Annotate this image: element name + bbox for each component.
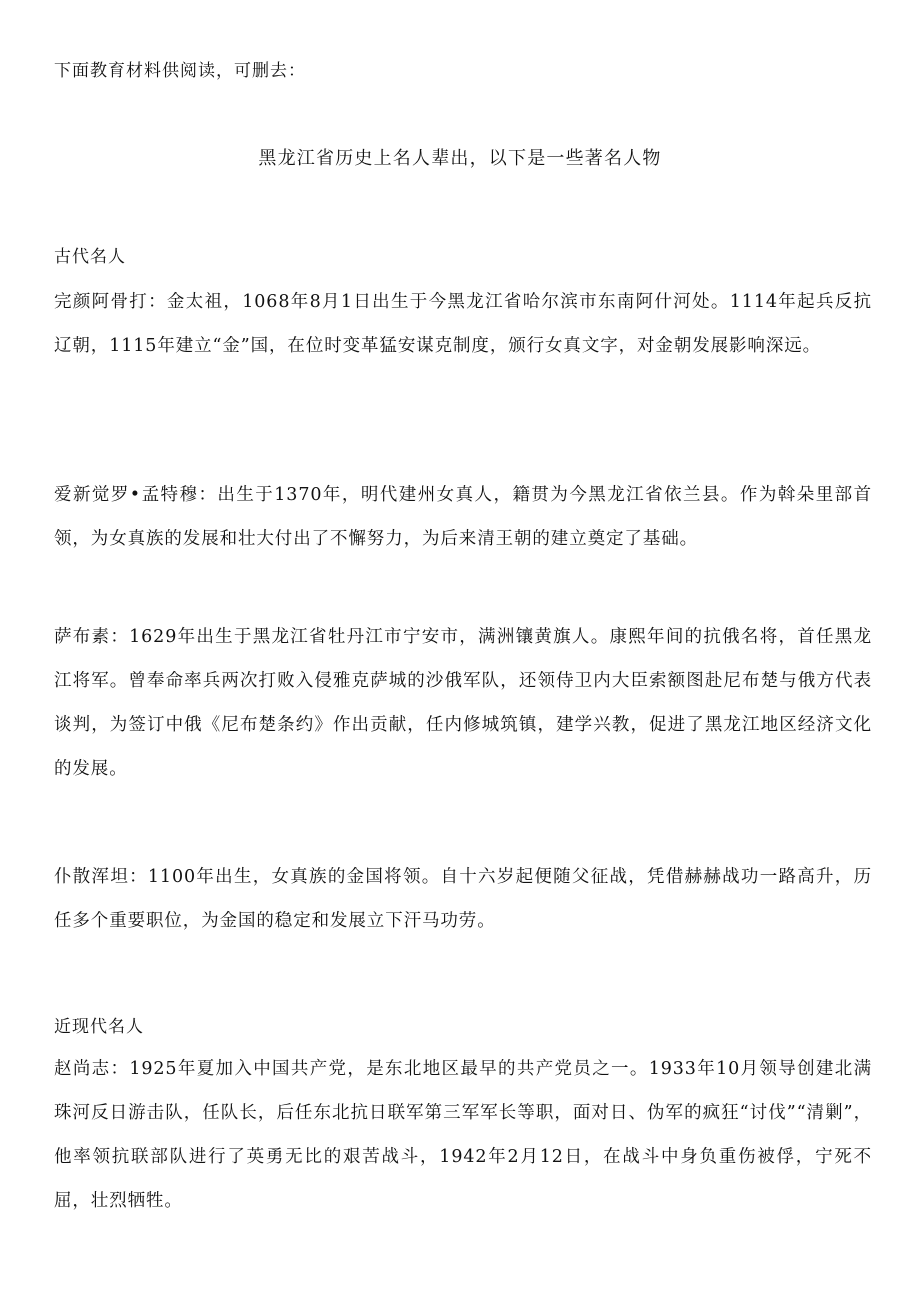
- paragraph-pusan-huntan: 仆散浑坦：1100年出生，女真族的金国将领。自十六岁起便随父征战，凭借赫赫战功一路高升，历任多个重要职位，为金国的稳定和发展立下汗马功劳。: [54, 867, 872, 931]
- document-title: 黑龙江省历史上名人辈出，以下是一些著名人物: [258, 148, 662, 169]
- paragraph-sabusu: 萨布素：1629年出生于黑龙江省牡丹江市宁安市，满洲镶黄旗人。康熙年间的抗俄名将，首任黑龙江将军。曾奉命率兵两次打败入侵雅克萨城的沙俄军队，还领侍卫内大臣索额图赴尼布楚与俄方代表谈判，为签订中俄《尼布楚条约》作出贡献，任内修城筑镇，建学兴教，促进了黑龙江地区经济文化的发展。: [54, 627, 872, 779]
- deletable-note: 下面教育材料供阅读，可删去：: [54, 61, 306, 81]
- section-heading-ancient: 古代名人: [54, 247, 126, 267]
- paragraph-aixinjueluo-mengtemu: 爱新觉罗•孟特穆：出生于1370年，明代建州女真人，籍贯为今黑龙江省依兰县。作为斡朵里部首领，为女真族的发展和壮大付出了不懈努力，为后来清王朝的建立奠定了基础。: [54, 485, 872, 549]
- paragraph-zhao-shangzhi: 赵尚志：1925年夏加入中国共产党，是东北地区最早的共产党员之一。1933年10月领导创建北满珠河反日游击队，任队长，后任东北抗日联军第三军军长等职，面对日、伪军的疯狂“讨伐”“清剿”，他率领抗联部队进行了英勇无比的艰苦战斗，1942年2月12日，在战斗中身负重伤被俘，宁死不屈，壮烈牺牲。: [54, 1059, 872, 1211]
- section-heading-modern: 近现代名人: [54, 1017, 144, 1037]
- paragraph-wanyan-aguda: 完颜阿骨打：金太祖，1068年8月1日出生于今黑龙江省哈尔滨市东南阿什河处。1114年起兵反抗辽朝，1115年建立“金”国，在位时变革猛安谋克制度，颁行女真文字，对金朝发展影响深远。: [54, 292, 872, 356]
